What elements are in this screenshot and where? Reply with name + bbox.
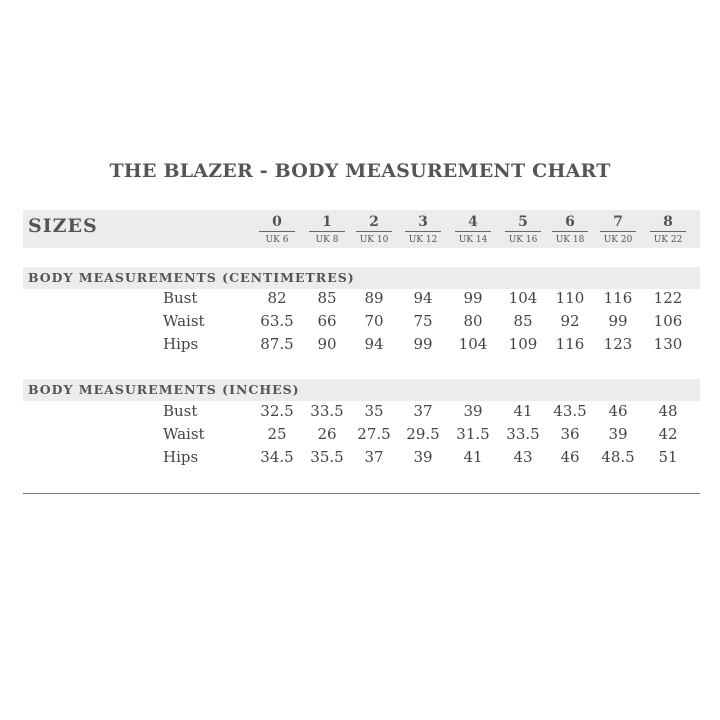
- size-underline: [356, 231, 392, 232]
- measurement-label: Hips: [163, 335, 199, 353]
- measurement-value: 94: [413, 289, 433, 307]
- measurement-value: 41: [513, 402, 533, 420]
- measurement-value: 92: [560, 312, 580, 330]
- measurement-value: 39: [413, 448, 433, 466]
- measurement-value: 116: [555, 335, 585, 353]
- size-column: [503, 213, 543, 247]
- measurement-value: 41: [463, 448, 483, 466]
- measurement-value: 109: [508, 335, 538, 353]
- measurement-value: 39: [608, 425, 628, 443]
- measurement-value: 89: [364, 289, 384, 307]
- size-column: [648, 213, 688, 247]
- size-number: 7: [613, 214, 623, 230]
- size-number: 6: [565, 214, 575, 230]
- size-underline: [259, 231, 295, 232]
- measurement-value: 63.5: [260, 312, 294, 330]
- measurement-value: 37: [413, 402, 433, 420]
- measurement-value: 46: [560, 448, 580, 466]
- measurement-value: 70: [364, 312, 384, 330]
- measurement-value: 43: [513, 448, 533, 466]
- measurement-value: 46: [608, 402, 628, 420]
- size-number: 8: [663, 214, 673, 230]
- measurement-value: 94: [364, 335, 384, 353]
- measurement-value: 32.5: [260, 402, 294, 420]
- measurement-value: 42: [658, 425, 678, 443]
- measurement-value: 33.5: [506, 425, 540, 443]
- measurement-value: 51: [658, 448, 678, 466]
- measurement-value: 25: [267, 425, 287, 443]
- uk-size-label: UK 16: [508, 235, 538, 245]
- measurement-value: 43.5: [553, 402, 587, 420]
- uk-size-label: UK 6: [265, 235, 289, 245]
- measurement-value: 130: [653, 335, 683, 353]
- size-column: [453, 213, 493, 247]
- measurement-value: 82: [267, 289, 287, 307]
- page-title: THE BLAZER - BODY MEASUREMENT CHART: [109, 160, 611, 182]
- size-number: 2: [369, 214, 379, 230]
- size-underline: [405, 231, 441, 232]
- size-underline: [455, 231, 491, 232]
- measurement-value: 27.5: [357, 425, 391, 443]
- measurement-label: Hips: [163, 448, 199, 466]
- size-underline: [650, 231, 686, 232]
- measurement-value: 87.5: [260, 335, 294, 353]
- measurement-value: 99: [413, 335, 433, 353]
- measurement-value: 99: [463, 289, 483, 307]
- uk-size-label: UK 8: [315, 235, 339, 245]
- measurement-value: 29.5: [406, 425, 440, 443]
- measurement-value: 106: [653, 312, 683, 330]
- uk-size-label: UK 10: [359, 235, 389, 245]
- measurement-value: 39: [463, 402, 483, 420]
- size-number: 3: [418, 214, 428, 230]
- size-underline: [600, 231, 636, 232]
- measurement-value: 33.5: [310, 402, 344, 420]
- measurement-value: 85: [513, 312, 533, 330]
- uk-size-label: UK 18: [555, 235, 585, 245]
- measurement-value: 48: [658, 402, 678, 420]
- measurement-value: 75: [413, 312, 433, 330]
- size-column: [257, 213, 297, 247]
- size-underline: [552, 231, 588, 232]
- size-number: 4: [468, 214, 478, 230]
- measurement-label: Bust: [163, 402, 198, 420]
- measurement-value: 99: [608, 312, 628, 330]
- measurement-value: 34.5: [260, 448, 294, 466]
- measurement-value: 104: [458, 335, 488, 353]
- uk-size-label: UK 20: [603, 235, 633, 245]
- size-column: [307, 213, 347, 247]
- measurement-value: 110: [555, 289, 585, 307]
- measurement-value: 116: [603, 289, 633, 307]
- measurement-value: 31.5: [456, 425, 490, 443]
- size-column: [550, 213, 590, 247]
- uk-size-label: UK 12: [408, 235, 438, 245]
- measurement-value: 35: [364, 402, 384, 420]
- uk-size-label: UK 14: [458, 235, 488, 245]
- size-column: [403, 213, 443, 247]
- measurement-label: Waist: [163, 312, 205, 330]
- inches-section-label: BODY MEASUREMENTS (INCHES): [28, 382, 300, 397]
- size-column: [354, 213, 394, 247]
- measurement-value: 26: [317, 425, 337, 443]
- size-underline: [309, 231, 345, 232]
- measurement-value: 90: [317, 335, 337, 353]
- measurement-value: 66: [317, 312, 337, 330]
- measurement-value: 35.5: [310, 448, 344, 466]
- measurement-value: 80: [463, 312, 483, 330]
- measurement-label: Bust: [163, 289, 198, 307]
- measurement-value: 122: [653, 289, 683, 307]
- uk-size-label: UK 22: [653, 235, 683, 245]
- bottom-divider: [23, 493, 700, 494]
- size-number: 5: [518, 214, 528, 230]
- measurement-value: 85: [317, 289, 337, 307]
- size-column: [598, 213, 638, 247]
- size-number: 0: [272, 214, 282, 230]
- measurement-value: 123: [603, 335, 633, 353]
- measurement-value: 36: [560, 425, 580, 443]
- measurement-label: Waist: [163, 425, 205, 443]
- size-number: 1: [322, 214, 332, 230]
- measurement-value: 37: [364, 448, 384, 466]
- cm-section-label: BODY MEASUREMENTS (CENTIMETRES): [28, 270, 355, 285]
- measurement-value: 104: [508, 289, 538, 307]
- measurement-value: 48.5: [601, 448, 635, 466]
- sizes-label: SIZES: [28, 215, 98, 237]
- size-underline: [505, 231, 541, 232]
